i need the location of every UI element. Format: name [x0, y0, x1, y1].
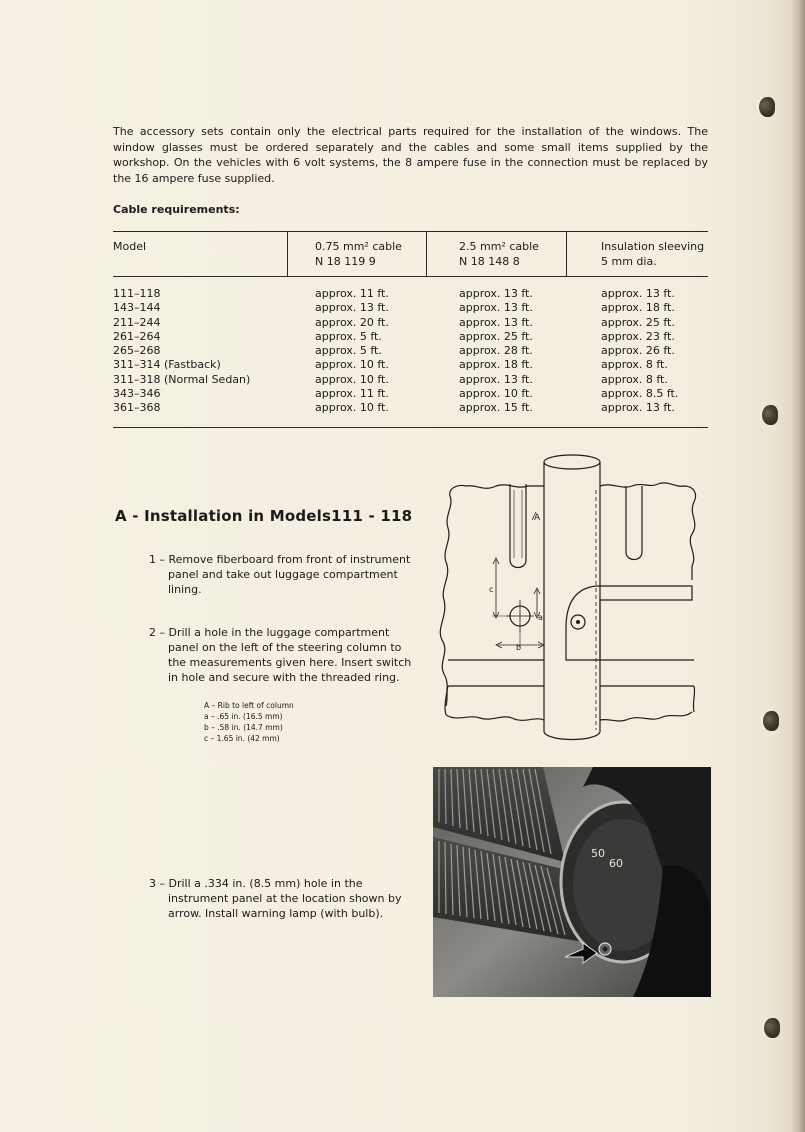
table-divider-3 — [566, 231, 567, 277]
instrument-panel-illustration — [433, 767, 711, 997]
binder-hole-2 — [762, 405, 778, 425]
diagram-label-a: a — [538, 613, 543, 622]
column-model — [113, 287, 250, 416]
header-cable-25-part: N 18 148 8 — [459, 255, 520, 268]
switch-hole-diagram — [436, 450, 708, 745]
table-cell-cable-075: approx. 20 ft. — [315, 315, 389, 329]
table-cell-sleeving: approx. 18 ft. — [601, 301, 675, 315]
table-cell-cable-075: approx. 13 ft. — [315, 301, 389, 315]
table-cell-sleeving: approx. 8.5 ft. — [601, 387, 679, 401]
step-1-text: 1 – Remove fiberboard from front of instrument panel and take out luggage compartment lining. — [149, 553, 411, 596]
table-cell-cable-25: approx. 28 ft. — [459, 344, 533, 358]
measurement-legend — [204, 700, 294, 744]
table-cell-model: 265–268 — [113, 344, 161, 358]
table-cell-model: 211–244 — [113, 315, 161, 329]
legend-c: c – 1.65 in. (42 mm) — [204, 734, 280, 743]
column-cable-075 — [315, 287, 389, 416]
binder-hole-4 — [764, 1018, 780, 1038]
speed-label-60: 60 — [609, 857, 623, 870]
table-cell-model: 261–264 — [113, 329, 161, 343]
page-edge-shadow — [791, 0, 805, 1132]
table-cell-model: 343–346 — [113, 387, 161, 401]
intro-paragraph: The accessory sets contain only the electrical parts required for the installation of the windows. The window glasses must be ordered separately and the cables and some small items supplied by the workshop. On the vehicles with 6 volt systems, the 8 ampere fuse in the connection must be replaced by the 16 ampere fuse supplied. — [113, 125, 708, 185]
table-cell-cable-25: approx. 13 ft. — [459, 315, 533, 329]
column-sleeving — [601, 287, 678, 416]
legend-a: a – .65 in. (16.5 mm) — [204, 712, 283, 721]
table-divider-2 — [426, 231, 427, 277]
legend-rib: A – Rib to left of column — [204, 701, 294, 710]
table-top-rule — [113, 231, 708, 232]
table-cell-cable-25: approx. 18 ft. — [459, 358, 533, 372]
instrument-panel-photo — [433, 767, 711, 997]
binder-hole-3 — [763, 711, 779, 731]
table-cell-cable-075: approx. 5 ft. — [315, 344, 382, 358]
table-cell-model: 361–368 — [113, 401, 161, 415]
column-cable-25 — [459, 287, 533, 416]
table-cell-sleeving: approx. 8 ft. — [601, 372, 668, 386]
table-cell-cable-25: approx. 25 ft. — [459, 329, 533, 343]
header-cable-25-size: 2.5 mm² cable — [459, 240, 539, 253]
table-cell-model: 311–314 (Fastback) — [113, 358, 221, 372]
header-model: Model — [113, 240, 147, 253]
table-cell-cable-25: approx. 13 ft. — [459, 301, 533, 315]
table-cell-cable-075: approx. 5 ft. — [315, 329, 382, 343]
table-header-rule — [113, 276, 708, 277]
table-cell-cable-25: approx. 13 ft. — [459, 287, 533, 300]
table-cell-model: 311–318 (Normal Sedan) — [113, 372, 251, 386]
table-cell-sleeving: approx. 13 ft. — [601, 287, 675, 300]
table-cell-cable-075: approx. 11 ft. — [315, 287, 389, 300]
table-bottom-rule — [113, 427, 708, 428]
table-cell-cable-25: approx. 15 ft. — [459, 401, 533, 415]
header-sleeving — [601, 239, 704, 269]
table-cell-cable-075: approx. 10 ft. — [315, 372, 389, 386]
cable-requirements-heading: Cable requirements: — [113, 203, 240, 216]
header-cable-075-size: 0.75 mm² cable — [315, 240, 402, 253]
table-cell-cable-075: approx. 11 ft. — [315, 387, 389, 401]
table-cell-sleeving: approx. 8 ft. — [601, 358, 668, 372]
table-cell-cable-25: approx. 10 ft. — [459, 387, 533, 401]
table-cell-sleeving: approx. 25 ft. — [601, 315, 675, 329]
step-3-text: 3 – Drill a .334 in. (8.5 mm) hole in the instrument panel at the location shown by arrow. Install warning lamp (with bulb). — [149, 877, 402, 920]
table-cell-cable-25: approx. 13 ft. — [459, 372, 533, 386]
section-title: A - Installation in Models111 - 118 — [115, 507, 413, 525]
table-divider-1 — [287, 231, 288, 277]
header-cable-075 — [315, 239, 402, 269]
table-cell-cable-075: approx. 10 ft. — [315, 401, 389, 415]
table-cell-model: 111–118 — [113, 287, 161, 300]
legend-b: b – .58 in. (14.7 mm) — [204, 723, 283, 732]
header-cable-075-part: N 18 119 9 — [315, 255, 376, 268]
diagram-label-b: b — [516, 643, 522, 652]
header-sleeving-dia: 5 mm dia. — [601, 255, 657, 268]
table-cell-sleeving: approx. 26 ft. — [601, 344, 675, 358]
speed-label-50: 50 — [591, 847, 605, 860]
binder-hole-1 — [759, 97, 775, 117]
diagram-label-c: c — [489, 585, 494, 594]
diagram-label-A: A — [534, 513, 541, 523]
table-cell-model: 143–144 — [113, 301, 161, 315]
table-cell-sleeving: approx. 13 ft. — [601, 401, 675, 415]
table-cell-sleeving: approx. 23 ft. — [601, 329, 675, 343]
header-cable-25 — [459, 239, 539, 269]
step-2-text: 2 – Drill a hole in the luggage compartment panel on the left of the steering column to the measurements given here. Insert switch in hole and secure with the threaded ring. — [149, 626, 412, 684]
table-cell-cable-075: approx. 10 ft. — [315, 358, 389, 372]
header-sleeving-title: Insulation sleeving — [601, 240, 705, 253]
